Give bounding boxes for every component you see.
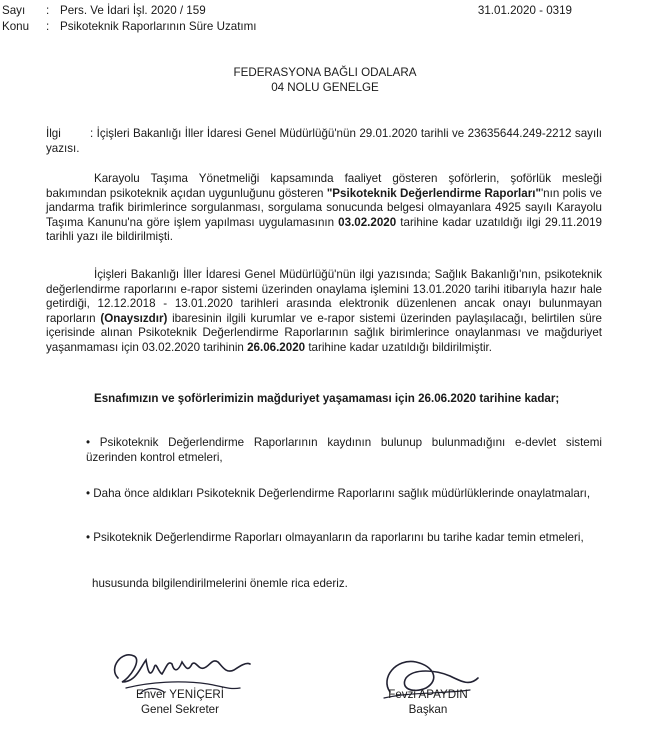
signatory-2-title: Başkan	[408, 703, 448, 716]
signatory-1-title: Genel Sekreter	[141, 703, 219, 716]
paragraph-1-text-c: tarihine kadar uzatıldığı ilgi 29.11.2019 tarihli yazı ile bildirilmişti.	[46, 215, 602, 244]
header-konu-row	[2, 20, 257, 35]
ilgi-reference	[46, 127, 602, 156]
paragraph-2-text-a: İçişleri Bakanlığı İller İdaresi Genel Müdürlüğü'nün ilgi yazısında; Sağlık Bakanlığı'nın, psikoteknik değerlendirme raporlarını e-rapor sistemi üzerinden onaylama işlemini 13.01.2020 tarihi itibarıyla hazır hale getirdiği, 12.12.2018 - 13.01.2020 tarihleri arasında elektronik düzenlenen ancak onayı bulunmayan raporların	[46, 268, 602, 325]
reference-date: 31.01.2020 - 0319	[477, 4, 572, 17]
sayi-value: Pers. Ve İdari İşl. 2020 / 159	[60, 4, 206, 17]
paragraph-1-bold-report-name: "Psikoteknik Değerlendirme Raporları"	[326, 186, 541, 200]
konu-separator: :	[46, 20, 50, 33]
paragraph-1-bold-date: 03.02.2020	[338, 215, 397, 229]
header-sayi-row	[2, 4, 206, 19]
paragraph-2	[46, 268, 602, 356]
document-title-line1: FEDERASYONA BAĞLI ODALARA	[233, 66, 417, 79]
ilgi-text: : İçişleri Bakanlığı İller İdaresi Genel Müdürlüğü'nün 29.01.2020 tarihli ve 23635644.249-2212 sayılı yazısı.	[46, 127, 602, 155]
signatory-1-name: Enver YENİÇERİ	[135, 688, 225, 701]
paragraph-1-text-a: Karayolu Taşıma Yönetmeliği kapsamında faaliyet gösteren şoförlerin, şoförlük mesleği bakımından psikoteknik açıdan uygunluğunu gösteren	[46, 172, 602, 200]
paragraph-1	[46, 172, 602, 245]
paragraph-2-text-c: tarihine kadar uzatıldığı bildirilmiştir.	[305, 340, 492, 354]
closing-sentence: hususunda bilgilendirilmelerini önemle rica ederiz.	[92, 577, 348, 590]
paragraph-2-text-b: ibaresinin ilgili kurumlar ve e-rapor sistemi üzerinden paylaşılacağı, belirtilen süre içerisinde alınan Psikoteknik Değerlendirme Raporlarının sağlık birimlerince onaylanması ve mağduriyet yaşanmaması için 03.02.2020 tarihinin	[46, 311, 602, 354]
konu-value: Psikoteknik Raporlarının Süre Uzatımı	[60, 20, 257, 33]
bullet-item-3: • Psikoteknik Değerlendirme Raporları olmayanların da raporlarını bu tarihe kadar temin etmeleri,	[86, 531, 584, 544]
signatory-2-name: Fevzi APAYDIN	[388, 688, 468, 701]
emphasis-paragraph: Esnafımızın ve şoförlerimizin mağduriyet yaşamaması için 26.06.2020 tarihine kadar;	[94, 392, 560, 405]
signatory-1	[110, 687, 250, 717]
bullet-item-2: • Daha önce aldıkları Psikoteknik Değerlendirme Raporlarını sağlık müdürlüklerinde onaylatmaları,	[86, 487, 591, 500]
konu-label: Konu	[2, 20, 30, 33]
document-title-line2: 04 NOLU GENELGE	[271, 81, 379, 94]
sayi-separator: :	[46, 4, 50, 17]
signatory-2	[368, 687, 488, 717]
sayi-label: Sayı	[2, 4, 26, 17]
ilgi-label: İlgi	[46, 127, 61, 140]
paragraph-2-bold-onaysiz: (Onaysızdır)	[100, 311, 168, 325]
bullet-item-1: • Psikoteknik Değerlendirme Raporlarının kaydının bulunup bulunmadığını e-devlet sistemi üzerinden kontrol etmeleri,	[86, 436, 602, 464]
paragraph-2-bold-date: 26.06.2020	[247, 340, 306, 354]
paragraph-1-text-b: 'nın polis ve jandarma trafik birimlerince sorgulanması, sorgulama sonucunda belgesi olmayanlara 4925 sayılı Karayolu Taşıma Kanunu'na göre işlem yapılması uygulamasının	[46, 186, 602, 229]
